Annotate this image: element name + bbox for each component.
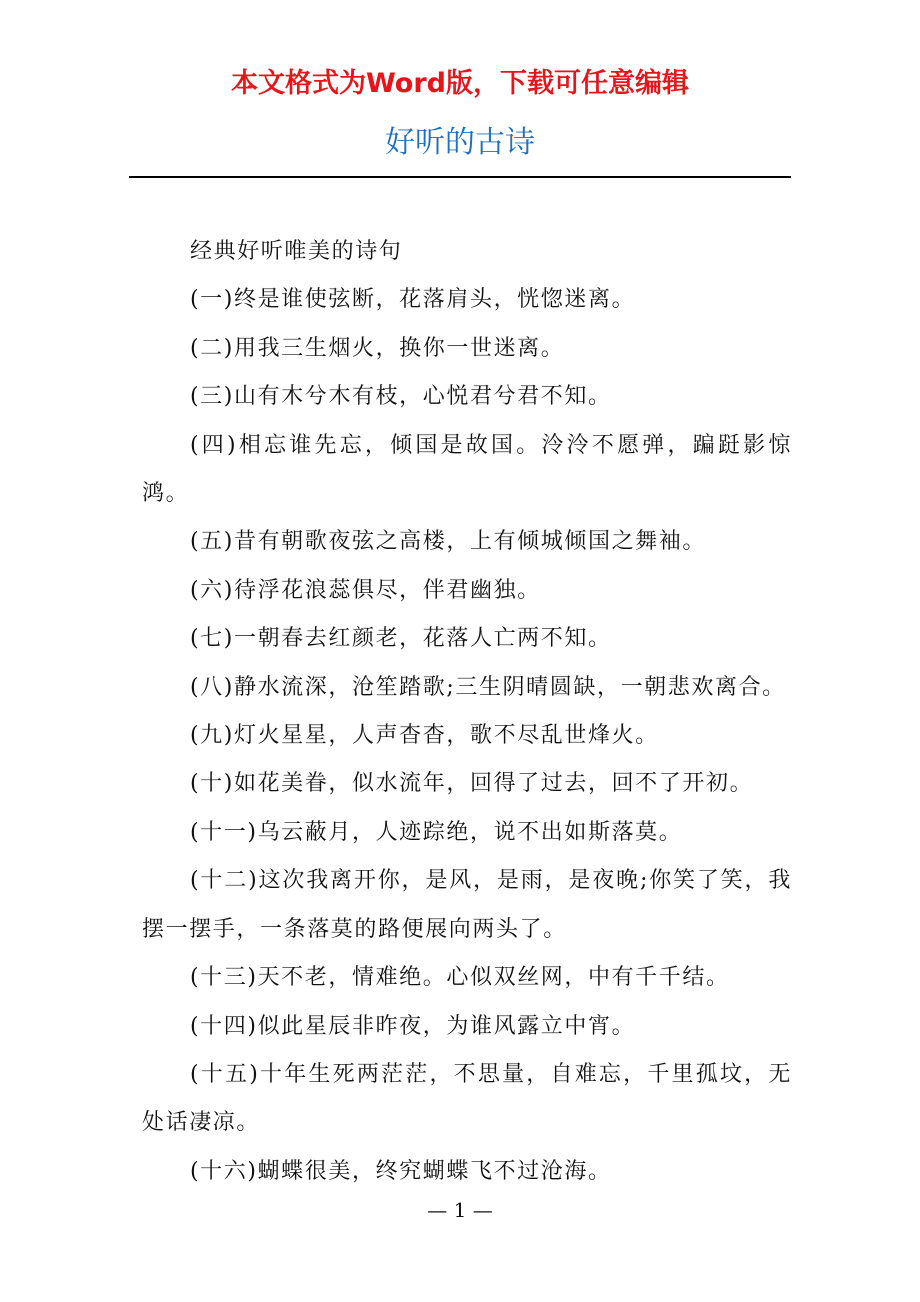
poem-line: (一)终是谁使弦断，花落肩头，恍惚迷离。 [190, 287, 636, 313]
page-number: — 1 — [427, 1198, 493, 1222]
poem-line: (四)相忘谁先忘，倾国是故国。泠泠不愿弹，蹁跹影惊鸿。 [142, 432, 792, 507]
poem-line: (十四)似此星辰非昨夜，为谁风露立中宵。 [190, 1013, 636, 1039]
poem-line: (六)待浮花浪蕊俱尽，伴君幽独。 [190, 577, 541, 603]
poem-line: (十六)蝴蝶很美，终究蝴蝶飞不过沧海。 [190, 1158, 612, 1184]
poem-line: (十一)乌云蔽月，人迹踪绝，说不出如斯落莫。 [190, 819, 683, 845]
poem-line: (三)山有木兮木有枝，心悦君兮君不知。 [190, 384, 612, 410]
document-body [142, 228, 792, 1196]
poem-line: (五)昔有朝歌夜弦之高楼，上有倾城倾国之舞袖。 [190, 529, 706, 555]
title-divider [129, 176, 791, 178]
poem-line: (十)如花美眷，似水流年，回得了过去，回不了开初。 [190, 771, 754, 797]
poem-line: (八)静水流深，沧笙踏歌;三生阴晴圆缺，一朝悲欢离合。 [190, 674, 786, 700]
format-notice: 本文格式为Word版，下载可任意编辑 [230, 68, 689, 99]
poem-line: (十五)十年生死两茫茫，不思量，自难忘，千里孤坟，无处话凄凉。 [142, 1061, 792, 1136]
poem-line: (七)一朝春去红颜老，花落人亡两不知。 [190, 626, 612, 652]
poem-line: (十二)这次我离开你，是风，是雨，是夜晚;你笑了笑，我摆一摆手，一条落莫的路便展向两头了。 [142, 868, 792, 942]
poem-line: (十三)天不老，情难绝。心似双丝网，中有千千结。 [190, 965, 730, 991]
body-paragraph: 经典好听唯美的诗句 [190, 239, 403, 264]
poem-line: (二)用我三生烟火，换你一世迷离。 [190, 335, 565, 361]
poem-line: (九)灯火星星，人声杳杳，歌不尽乱世烽火。 [190, 723, 659, 749]
document-title: 好听的古诗 [385, 125, 535, 160]
